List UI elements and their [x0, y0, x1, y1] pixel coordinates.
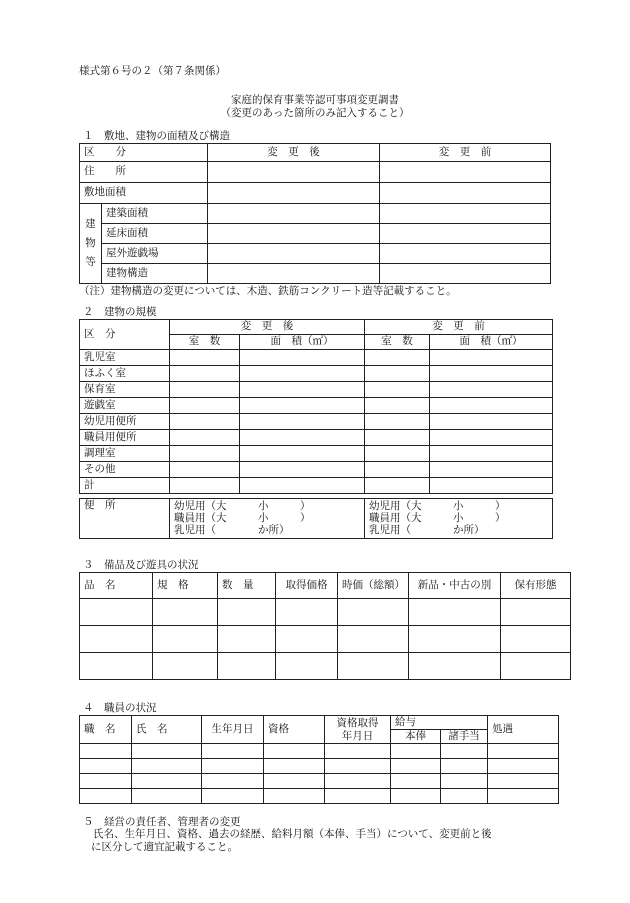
- s1-cell[interactable]: [380, 183, 551, 204]
- s2-row-label: 計: [80, 478, 170, 494]
- s2-cell[interactable]: [430, 366, 553, 382]
- s1-col-after: 変 更 後: [208, 144, 380, 162]
- s1-row-label: 屋外遊戯場: [102, 244, 208, 264]
- s3-cell[interactable]: [218, 653, 276, 680]
- s4-cell[interactable]: [488, 744, 559, 759]
- s2-cell[interactable]: [170, 366, 240, 382]
- s3-header: 品 名: [80, 573, 153, 599]
- s3-cell[interactable]: [276, 626, 338, 653]
- s3-header: 取得価格: [276, 573, 338, 599]
- s3-cell[interactable]: [218, 626, 276, 653]
- s2-sub-area: 面 積（㎡）: [240, 335, 365, 350]
- s2-cell[interactable]: [365, 430, 430, 446]
- s4-cell[interactable]: [132, 789, 202, 804]
- s4-cell[interactable]: [80, 759, 132, 774]
- section5-heading: ５ 経営の責任者、管理者の変更: [83, 816, 241, 828]
- s1-cell[interactable]: [208, 244, 380, 264]
- s2-cell[interactable]: [430, 414, 553, 430]
- form-id: 様式第６号の２（第７条関係）: [79, 65, 226, 77]
- s4-cell[interactable]: [488, 774, 559, 789]
- s2-cell[interactable]: [430, 398, 553, 414]
- form-subtitle: （変更のあった箇所のみ記入すること）: [220, 107, 410, 119]
- s2-cell[interactable]: [430, 430, 553, 446]
- s4-cell[interactable]: [202, 774, 264, 789]
- s4-sub-header: 諸手当: [441, 730, 488, 744]
- s2-row-label: 乳児室: [80, 350, 170, 366]
- s1-cell[interactable]: [380, 162, 551, 183]
- s4-cell[interactable]: [80, 744, 132, 759]
- s1-cell[interactable]: [208, 204, 380, 224]
- s4-cell[interactable]: [264, 744, 325, 759]
- s4-cell[interactable]: [441, 789, 488, 804]
- s4-cell[interactable]: [391, 774, 441, 789]
- s4-cell[interactable]: [202, 759, 264, 774]
- s1-cell[interactable]: [380, 224, 551, 244]
- toilet-label: 便 所: [80, 499, 170, 539]
- s4-cell[interactable]: [325, 744, 391, 759]
- s4-header: 資格: [264, 716, 325, 744]
- s3-cell[interactable]: [80, 599, 153, 626]
- s2-row-label: その他: [80, 462, 170, 478]
- s4-cell[interactable]: [488, 759, 559, 774]
- s3-cell[interactable]: [80, 626, 153, 653]
- s4-cell[interactable]: [202, 744, 264, 759]
- s2-col-kubun: 区 分: [80, 320, 170, 350]
- s2-sub-area: 面 積（㎡）: [430, 335, 553, 350]
- s2-cell[interactable]: [240, 398, 365, 414]
- s3-cell[interactable]: [153, 599, 218, 626]
- s2-cell[interactable]: [170, 350, 240, 366]
- s2-cell[interactable]: [240, 430, 365, 446]
- s2-row-label: 保育室: [80, 382, 170, 398]
- s4-cell[interactable]: [441, 774, 488, 789]
- s2-cell[interactable]: [170, 446, 240, 462]
- s4-cell[interactable]: [80, 789, 132, 804]
- s4-header: 資格取得 年月日: [325, 716, 391, 744]
- s2-cell[interactable]: [170, 462, 240, 478]
- s2-cell[interactable]: [240, 350, 365, 366]
- s1-note: （注）建物構造の変更については、木造、鉄筋コンクリート造等記載すること。: [79, 285, 457, 297]
- section5-body-line1: 氏名、生年月日、資格、過去の経歴、給料月額（本俸、手当）について、変更前と後: [93, 828, 492, 840]
- s3-cell[interactable]: [409, 599, 501, 626]
- s3-cell[interactable]: [501, 653, 571, 680]
- s1-building-group: 建 物 等: [80, 204, 102, 284]
- section3-table: [79, 572, 571, 680]
- s2-sub-rooms: 室 数: [365, 335, 430, 350]
- s1-cell[interactable]: [380, 204, 551, 224]
- s4-cell[interactable]: [80, 774, 132, 789]
- s4-cell[interactable]: [132, 774, 202, 789]
- section5-body-line2: に区分して適宜記載すること。: [91, 841, 238, 853]
- s2-sub-rooms: 室 数: [170, 335, 240, 350]
- s4-cell[interactable]: [441, 759, 488, 774]
- s3-header: 時価（総額）: [338, 573, 409, 599]
- s2-cell[interactable]: [430, 478, 553, 494]
- s2-cell[interactable]: [170, 398, 240, 414]
- s2-cell[interactable]: [365, 478, 430, 494]
- s3-cell[interactable]: [153, 653, 218, 680]
- s3-cell[interactable]: [409, 626, 501, 653]
- s2-row-label: 遊戯室: [80, 398, 170, 414]
- s2-cell[interactable]: [170, 382, 240, 398]
- s2-cell[interactable]: [170, 478, 240, 494]
- s4-cell[interactable]: [202, 789, 264, 804]
- s2-cell[interactable]: [240, 366, 365, 382]
- s4-cell[interactable]: [264, 774, 325, 789]
- s4-header: 職 名: [80, 716, 132, 744]
- toilet-after[interactable]: 幼児用（大 小 ） 職員用（大 小 ） 乳児用（ か所）: [170, 499, 365, 539]
- s1-cell[interactable]: [208, 183, 380, 204]
- s3-cell[interactable]: [153, 626, 218, 653]
- s3-header: 数 量: [218, 573, 276, 599]
- s2-cell[interactable]: [170, 430, 240, 446]
- s2-row-label: 職員用便所: [80, 430, 170, 446]
- s1-cell[interactable]: [208, 224, 380, 244]
- s1-row-label: 敷地面積: [80, 183, 208, 204]
- toilet-before[interactable]: 幼児用（大 小 ） 職員用（大 小 ） 乳児用（ か所）: [365, 499, 553, 539]
- s2-cell[interactable]: [430, 382, 553, 398]
- s2-cell[interactable]: [365, 382, 430, 398]
- s2-cell[interactable]: [365, 398, 430, 414]
- s4-cell[interactable]: [132, 744, 202, 759]
- s1-cell[interactable]: [208, 162, 380, 183]
- s4-cell[interactable]: [391, 759, 441, 774]
- s1-cell[interactable]: [380, 264, 551, 284]
- toilet-table: [79, 498, 553, 539]
- s2-cell[interactable]: [170, 414, 240, 430]
- s2-cell[interactable]: [430, 446, 553, 462]
- s1-row-label: 建物構造: [102, 264, 208, 284]
- s4-header: 氏 名: [132, 716, 202, 744]
- s3-cell[interactable]: [218, 599, 276, 626]
- s3-header: 新品・中古の別: [409, 573, 501, 599]
- section2-heading: ２ 建物の規模: [83, 306, 157, 318]
- s2-cell[interactable]: [240, 462, 365, 478]
- s1-cell[interactable]: [208, 264, 380, 284]
- s3-header: 保有形態: [501, 573, 571, 599]
- s2-col-after: 変 更 後: [170, 320, 365, 335]
- section1-heading: １ 敷地、建物の面積及び構造: [83, 130, 230, 142]
- s3-cell[interactable]: [276, 653, 338, 680]
- s4-header: 給与: [391, 716, 488, 730]
- s3-header: 規 格: [153, 573, 218, 599]
- s2-cell[interactable]: [430, 350, 553, 366]
- s2-row-label: ほふく室: [80, 366, 170, 382]
- section4-heading: ４ 職員の状況: [83, 702, 157, 714]
- s3-cell[interactable]: [409, 653, 501, 680]
- s1-row-label: 建築面積: [102, 204, 208, 224]
- s2-col-before: 変 更 前: [365, 320, 553, 335]
- s2-cell[interactable]: [365, 366, 430, 382]
- s2-cell[interactable]: [240, 446, 365, 462]
- s2-cell[interactable]: [240, 478, 365, 494]
- s3-cell[interactable]: [80, 653, 153, 680]
- s1-cell[interactable]: [380, 244, 551, 264]
- s3-cell[interactable]: [276, 599, 338, 626]
- s1-col-before: 変 更 前: [380, 144, 551, 162]
- s4-cell[interactable]: [325, 774, 391, 789]
- s4-sub-header: 本俸: [391, 730, 441, 744]
- s2-cell[interactable]: [365, 350, 430, 366]
- s3-cell[interactable]: [338, 653, 409, 680]
- s4-cell[interactable]: [391, 789, 441, 804]
- s2-row-label: 調理室: [80, 446, 170, 462]
- s2-cell[interactable]: [365, 462, 430, 478]
- s2-cell[interactable]: [240, 382, 365, 398]
- s4-cell[interactable]: [264, 759, 325, 774]
- s4-cell[interactable]: [132, 759, 202, 774]
- s1-col-kubun: 区 分: [80, 144, 208, 162]
- s1-row-label: 住 所: [80, 162, 208, 183]
- s4-header: 処遇: [488, 716, 559, 744]
- s2-cell[interactable]: [365, 414, 430, 430]
- s4-cell[interactable]: [391, 744, 441, 759]
- s2-cell[interactable]: [430, 462, 553, 478]
- s4-cell[interactable]: [488, 789, 559, 804]
- s4-cell[interactable]: [325, 789, 391, 804]
- s2-cell[interactable]: [365, 446, 430, 462]
- s4-cell[interactable]: [264, 789, 325, 804]
- section1-table: [79, 143, 551, 284]
- form-title: 家庭的保育事業等認可事項変更調書: [231, 94, 399, 106]
- s3-cell[interactable]: [501, 626, 571, 653]
- s3-cell[interactable]: [501, 599, 571, 626]
- s2-cell[interactable]: [240, 414, 365, 430]
- s4-header: 生年月日: [202, 716, 264, 744]
- section3-heading: ３ 備品及び遊具の状況: [83, 559, 199, 571]
- s2-row-label: 幼児用便所: [80, 414, 170, 430]
- s3-cell[interactable]: [338, 626, 409, 653]
- s1-row-label: 延床面積: [102, 224, 208, 244]
- s3-cell[interactable]: [338, 599, 409, 626]
- s4-cell[interactable]: [441, 744, 488, 759]
- section2-table: [79, 319, 553, 494]
- section4-table: [79, 715, 559, 804]
- s4-cell[interactable]: [325, 759, 391, 774]
